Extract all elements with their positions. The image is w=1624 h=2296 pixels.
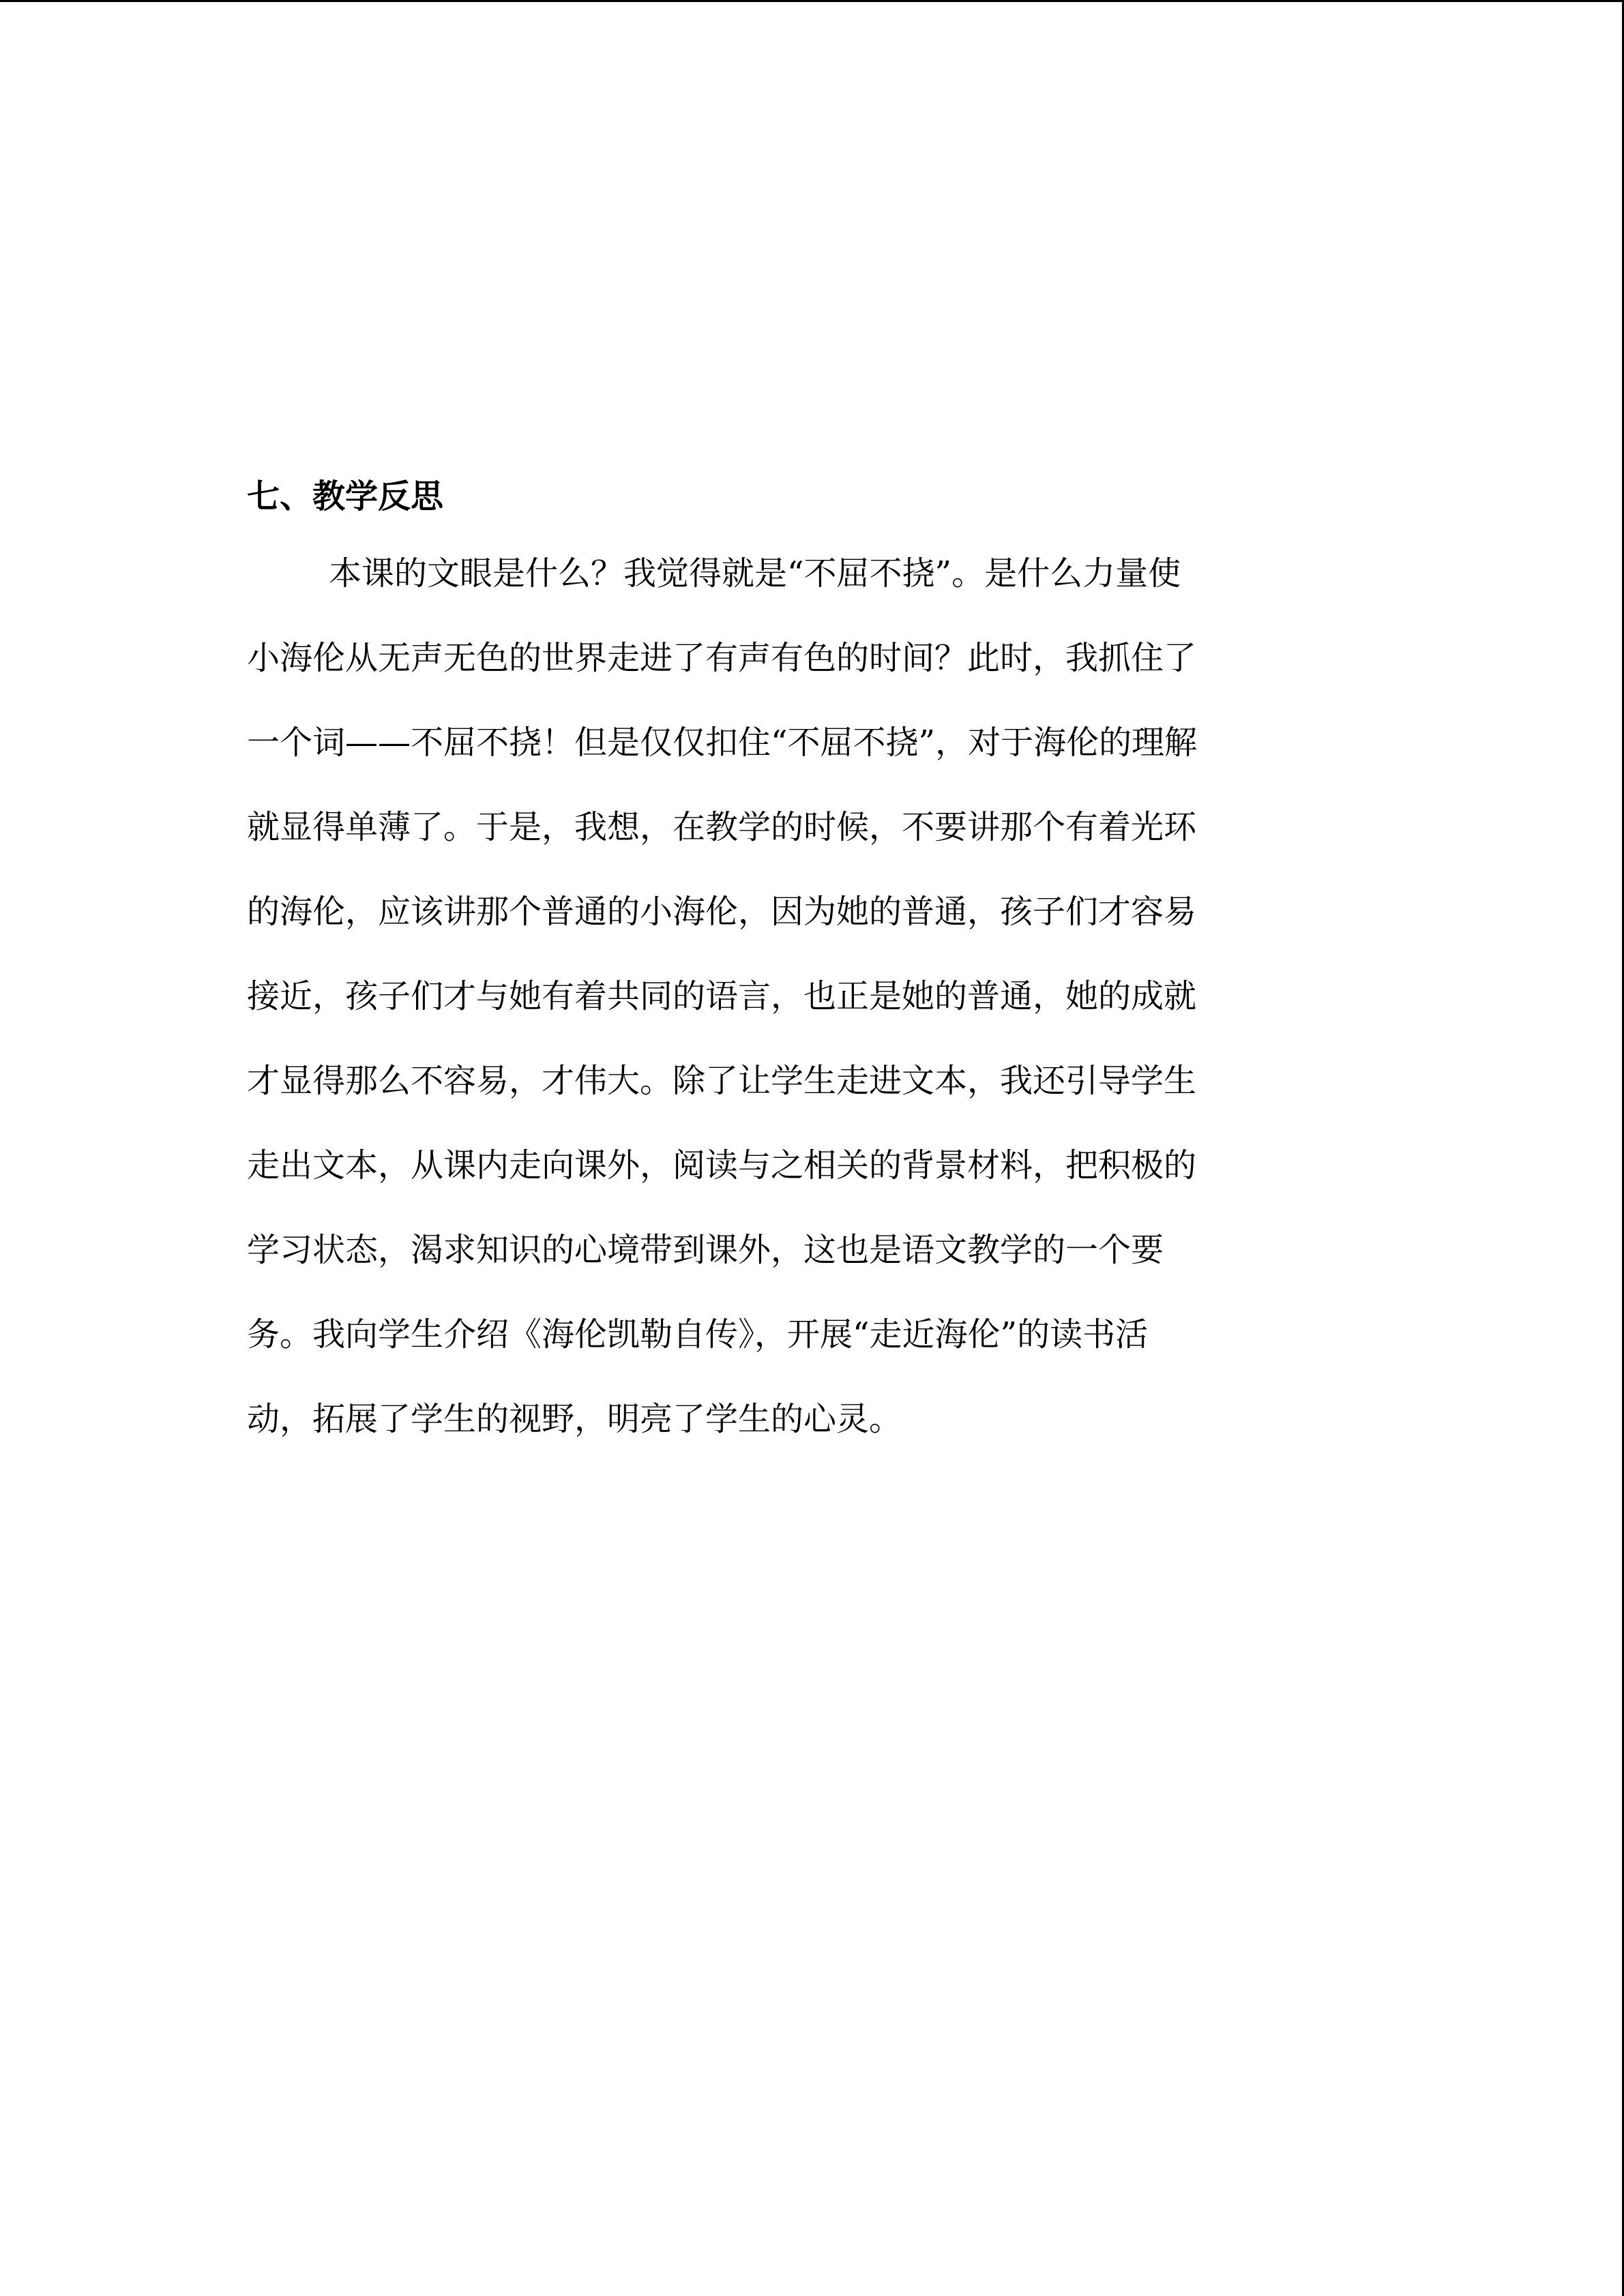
reflection-paragraph: [247, 531, 1379, 1461]
paragraph-line: 走出文本，从课内走向课外，阅读与之相关的背景材料，把积极的: [247, 1146, 1197, 1184]
reflection-section: [247, 466, 1379, 1461]
paragraph-line: 就显得单薄了。于是，我想，在教学的时候，不要讲那个有着光环: [247, 808, 1197, 846]
section-heading: 七、教学反思: [247, 477, 444, 516]
paragraph-line: 小海伦从无声无色的世界走进了有声有色的时间？此时，我抓住了: [247, 639, 1197, 677]
paragraph-line: 本课的文眼是什么？我觉得就是“不屈不挠”。是什么力量使: [329, 554, 1181, 593]
paragraph-line: 才显得那么不容易，才伟大。除了让学生走进文本，我还引导学生: [247, 1062, 1197, 1100]
paragraph-line: 的海伦，应该讲那个普通的小海伦，因为她的普通，孩子们才容易: [247, 893, 1197, 931]
paragraph-line: 务。我向学生介绍《海伦凯勒自传》，开展“走近海伦”的读书活: [247, 1315, 1149, 1354]
paragraph-line: 一个词——不屈不挠！但是仅仅扣住“不屈不挠”，对于海伦的理解: [247, 724, 1198, 762]
paragraph-line: 接近，孩子们才与她有着共同的语言，也正是她的普通，她的成就: [247, 977, 1197, 1015]
paragraph-line: 动，拓展了学生的视野，明亮了学生的心灵。: [247, 1400, 902, 1438]
paragraph-line: 学习状态，渴求知识的心境带到课外，这也是语文教学的一个要: [247, 1231, 1164, 1269]
